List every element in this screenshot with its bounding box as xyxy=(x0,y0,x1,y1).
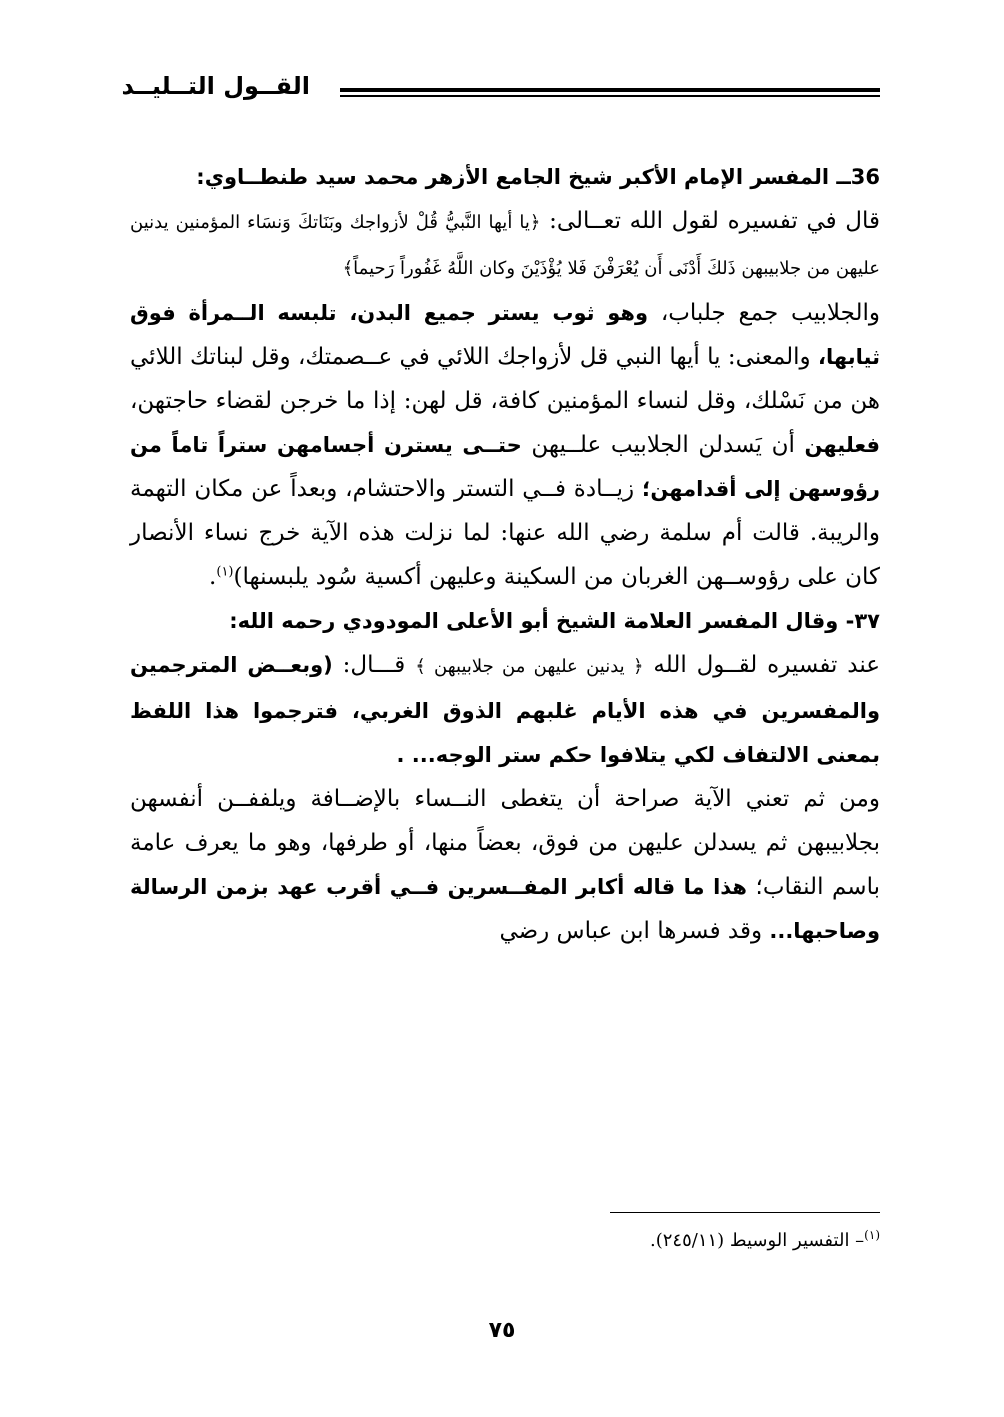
footnote-separator xyxy=(610,1212,880,1213)
footnote-reference: (١) xyxy=(216,564,234,580)
section-36-quote-paragraph xyxy=(130,199,880,291)
header-rule-thin xyxy=(340,95,880,97)
running-header xyxy=(121,72,880,112)
text-run: زيــادة فــي التستر والاحتشام، وبعداً عن مكان التهمة والريبة. قالت أم سلمة رضي الله عنها: لما نزلت هذه الآية خرج نساء الأنصار كان على رؤوســهن الغربان من السكينة وعليهن أكسية سُود يلبسنها) xyxy=(130,476,880,590)
section-37-quote xyxy=(130,643,880,777)
bold-text-run: حتــى يسترن أجسامهن ستراً تاماً من رؤوسهن إلى أقدامهن؛ xyxy=(130,433,881,501)
text-run: والمعنى: يا أيها النبي قل لأزواجك اللائي في عــصمتك، وقل لبناتك اللائي هن من نَسْلك، وقل لنساء المؤمنين كافة، قل لهن: إذا ما خرجن لقضاء حاجتهن، xyxy=(130,344,880,414)
bold-text-run: فعليهن xyxy=(804,433,881,457)
text-run: عند تفسيره لقــول الله xyxy=(653,652,881,678)
text-run: . xyxy=(209,564,217,590)
text-run: قـــال: xyxy=(342,652,406,678)
footnote-marker: (١) xyxy=(864,1228,880,1242)
page-number: ٧٥ xyxy=(488,1318,516,1343)
section-36-heading: 36ــ المفسر الإمام الأكبر شيخ الجامع الأزهر محمد سيد طنطــاوي: xyxy=(196,165,880,189)
footnote xyxy=(500,1228,880,1251)
text-run: والجلابيب جمع جلباب، xyxy=(660,300,881,326)
header-title: القــول التــليــد xyxy=(121,72,310,100)
bold-text-run: وهو ثوب يستر جميع البدن، تلبسه الــمرأة فوق ثيابها، xyxy=(130,301,881,369)
footnote-text: – التفسير الوسيط (٢٤٥/١١). xyxy=(650,1230,865,1251)
bold-text-run: (وبعــض المترجمين والمفسرين في هذه الأيام غلبهم الذوق الغربي، فترجموا هذا اللفظ بمعنى الالتفاف لكي يتلافوا حكم ستر الوجه... . xyxy=(130,653,880,767)
quran-verse: ﴿ يدنين عليهن من جلابيبهن ﴾ xyxy=(415,656,644,677)
quran-verse: ﴿يا أيها النَّبيُّ قُلْ لأزواجك وبَنَاتكَ وَنسَاء المؤمنين يدنين عليهن من جلابيبهن ذَلكَ أَدْنَى أَن يُعْرَفْنَ فَلا يُؤْذَيْنَ وكان اللَّهُ غَفُوراً رَحيماً﴾ xyxy=(130,212,880,279)
main-text xyxy=(130,155,880,953)
text-run: وقد فسرها ابن عباس رضي xyxy=(499,918,763,944)
section-37-heading: ٣٧- وقال المفسر العلامة الشيخ أبو الأعلى المودودي رحمه الله: xyxy=(229,609,880,633)
bold-text-run: هذا ما قاله أكابر المفــسرين فــي أقرب عهد بزمن الرسالة وصاحبها... xyxy=(130,875,880,943)
header-rule xyxy=(340,88,880,92)
text-run: ومن ثم تعني الآية صراحة أن يتغطى النــساء بالإضــافة ويلففــن أنفسهن بجلابيبهن ثم يسدلن عليهن من فوق، بعضاً منها، أو طرفها، وهو ما يعرف عامة باسم النقاب؛ xyxy=(130,786,880,900)
text-run: أن يَسدلن الجلابيب علــيهن xyxy=(531,432,795,458)
section-37-continuation xyxy=(130,777,880,953)
section-36-explanation xyxy=(130,291,880,599)
intro-text: قال في تفسيره لقول الله تعــالى: xyxy=(549,208,881,234)
